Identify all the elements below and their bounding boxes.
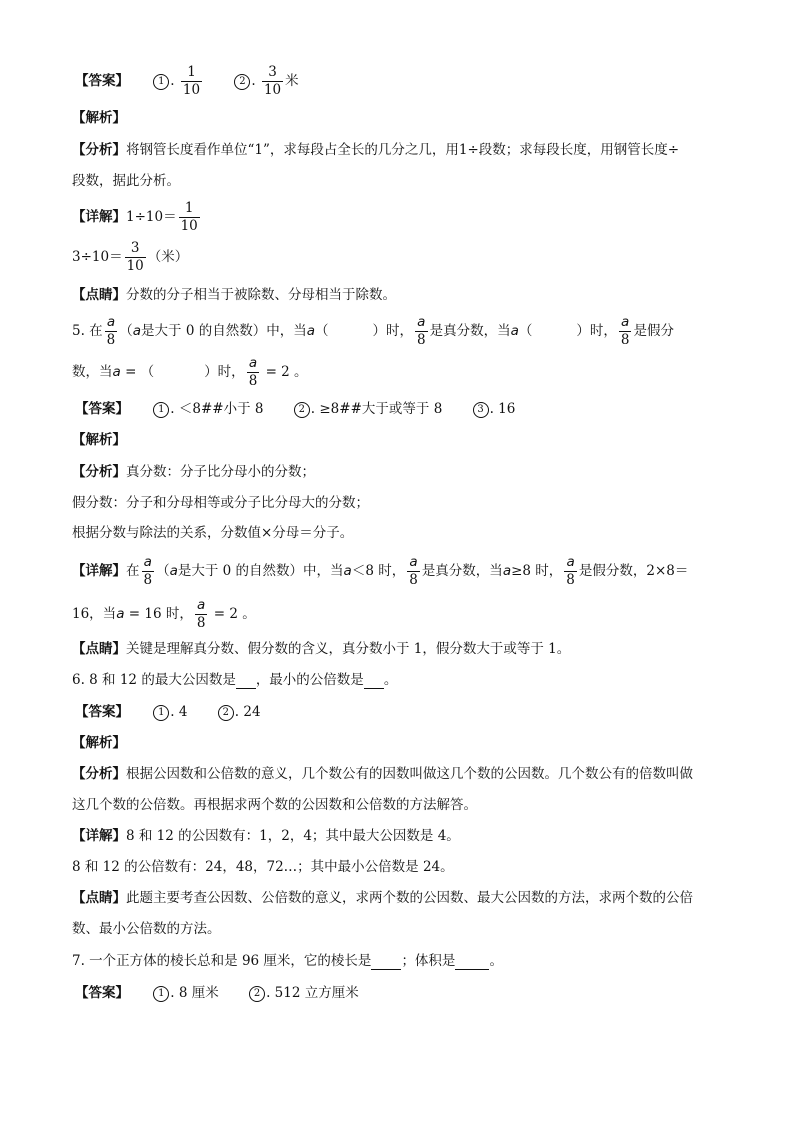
q5-fenxi-line2: 假分数：分子和分母相等或分子比分母大的分数；: [72, 495, 369, 511]
answer-label: 【答案】: [75, 985, 129, 1001]
q5-dianjing: 【点睛】关键是理解真分数、假分数的含义，真分数小于 1，假分数大于或等于 1。: [72, 641, 571, 657]
fraction: $\frac{a}{8}$: [248, 355, 258, 389]
circled-number: 1: [153, 402, 169, 418]
circled-number: 1: [153, 74, 169, 90]
q5-answer-line: [72, 400, 734, 418]
q5-analysis-label: 【解析】: [72, 432, 126, 448]
fraction: $\frac{a}{8}$: [196, 597, 206, 631]
q5-question-line1: 5. 在 $\frac{a}{8}$ （a是大于 0 的自然数）中，当a（ ）时， $\frac{a}{8}$ 是真分数，当a（ ）时， $\frac{a}{8}$ 是假分: [72, 314, 674, 348]
q7-question: 7. 一个正方体的棱长总和是 96 厘米，它的棱长是 ；体积是 。: [72, 953, 503, 969]
answer-label: 【答案】: [75, 73, 129, 89]
q4-dianjing: 【点睛】分数的分子相当于被除数、分母相当于除数。: [72, 287, 396, 303]
circled-number: 3: [473, 402, 489, 418]
q6-fenxi-line2: 这几个数的公倍数。再根据求两个数的公因数和公倍数的方法解答。: [72, 797, 477, 813]
fraction: $\frac{1}{10}$: [180, 200, 198, 234]
fraction: $\frac{a}{8}$: [143, 554, 153, 588]
q6-dianjing-line1: 【点睛】此题主要考查公因数、公倍数的意义，求两个数的公因数、最大公因数的方法，求两个数的公倍: [72, 890, 693, 906]
q5-detail-line2: 16，当a = 16 时， $\frac{a}{8}$ = 2 。: [72, 597, 256, 631]
circled-number: 2: [218, 705, 234, 721]
q4-answer-1: 1 . $\frac{1}{10}$: [153, 64, 204, 99]
q4-answer-2: 2 . $\frac{3}{10}$ 米: [234, 64, 298, 99]
fraction: $\frac{a}{8}$: [417, 314, 426, 348]
q6-answer-2: 2 . 24: [218, 703, 261, 721]
q6-detail-line2: 8 和 12 的公倍数有：24，48，72…；其中最小公倍数是 24。: [72, 859, 454, 875]
q6-answer-1: 1 . 4: [153, 703, 187, 721]
q5-answer-1: 1 . ＜8##小于 8: [153, 400, 263, 418]
answer-label: 【答案】: [75, 704, 129, 720]
circled-number: 2: [249, 986, 265, 1002]
q5-fenxi-line1: 【分析】真分数：分子比分母小的分数；: [72, 464, 315, 480]
circled-number: 1: [153, 986, 169, 1002]
circled-number: 2: [294, 402, 310, 418]
answer-blank: [455, 969, 489, 970]
q4-detail-line1: 【详解】1÷10＝ $\frac{1}{10}$: [72, 200, 198, 234]
answer-blank: [371, 969, 401, 970]
fraction: $\frac{a}{8}$: [106, 314, 116, 348]
circled-number: 1: [153, 705, 169, 721]
fraction: $\frac{a}{8}$: [620, 314, 630, 348]
q6-fenxi-line1: 【分析】根据公因数和公倍数的意义，几个数公有的因数叫做这几个数的公因数。几个数公有的倍数叫做: [72, 766, 693, 782]
q4-answer-line: [72, 64, 734, 99]
q6-answer-line: [72, 703, 734, 721]
q4-analysis-label: 【解析】: [72, 110, 126, 126]
answer-blank: [364, 688, 384, 689]
fraction: $\frac{a}{8}$: [409, 554, 418, 588]
q6-dianjing-line2: 数、最小公倍数的方法。: [72, 921, 221, 937]
q5-answer-3: 3 . 16: [473, 400, 516, 418]
q4-detail-line2: 3÷10＝ $\frac{3}{10}$ （米）: [72, 240, 189, 274]
circled-number: 2: [234, 74, 250, 90]
q4-fenxi-line1: 【分析】将钢管长度看作单位“1”，求每段占全长的几分之几，用1÷段数；求每段长度，用钢管长度÷: [72, 142, 680, 158]
q7-answer-1: 1 . 8 厘米: [153, 984, 218, 1002]
fraction: $\frac{a}{8}$: [566, 554, 575, 588]
q5-question-line2: 数，当a = （ ）时， $\frac{a}{8}$ = 2 。: [72, 355, 308, 389]
q4-fenxi-line2: 段数，据此分析。: [72, 173, 180, 189]
fraction: $\frac{3}{10}$: [126, 240, 144, 274]
q5-detail-line1: 【详解】在 $\frac{a}{8}$ （a是大于 0 的自然数）中，当a＜8 时， $\frac{a}{8}$ 是真分数，当a≥8 时， $\frac{a}{8}$ 是假分数，2×8＝: [72, 554, 689, 588]
q7-answer-2: 2 . 512 立方厘米: [249, 984, 359, 1002]
q6-question: 6. 8 和 12 的最大公因数是 ，最小的公倍数是 。: [72, 672, 398, 688]
q5-fenxi-line3: 根据分数与除法的关系，分数值×分母＝分子。: [72, 525, 354, 541]
answer-blank: [236, 688, 256, 689]
q6-analysis-label: 【解析】: [72, 735, 126, 751]
fraction: $\frac{3}{10}$: [263, 64, 282, 98]
q5-answer-2: 2 . ≥8##大于或等于 8: [294, 400, 443, 418]
answer-label: 【答案】: [75, 401, 129, 417]
q6-detail-line1: 【详解】8 和 12 的公因数有：1，2，4；其中最大公因数是 4。: [72, 828, 460, 844]
fraction: $\frac{1}{10}$: [182, 64, 201, 98]
q7-answer-line: [72, 984, 734, 1002]
